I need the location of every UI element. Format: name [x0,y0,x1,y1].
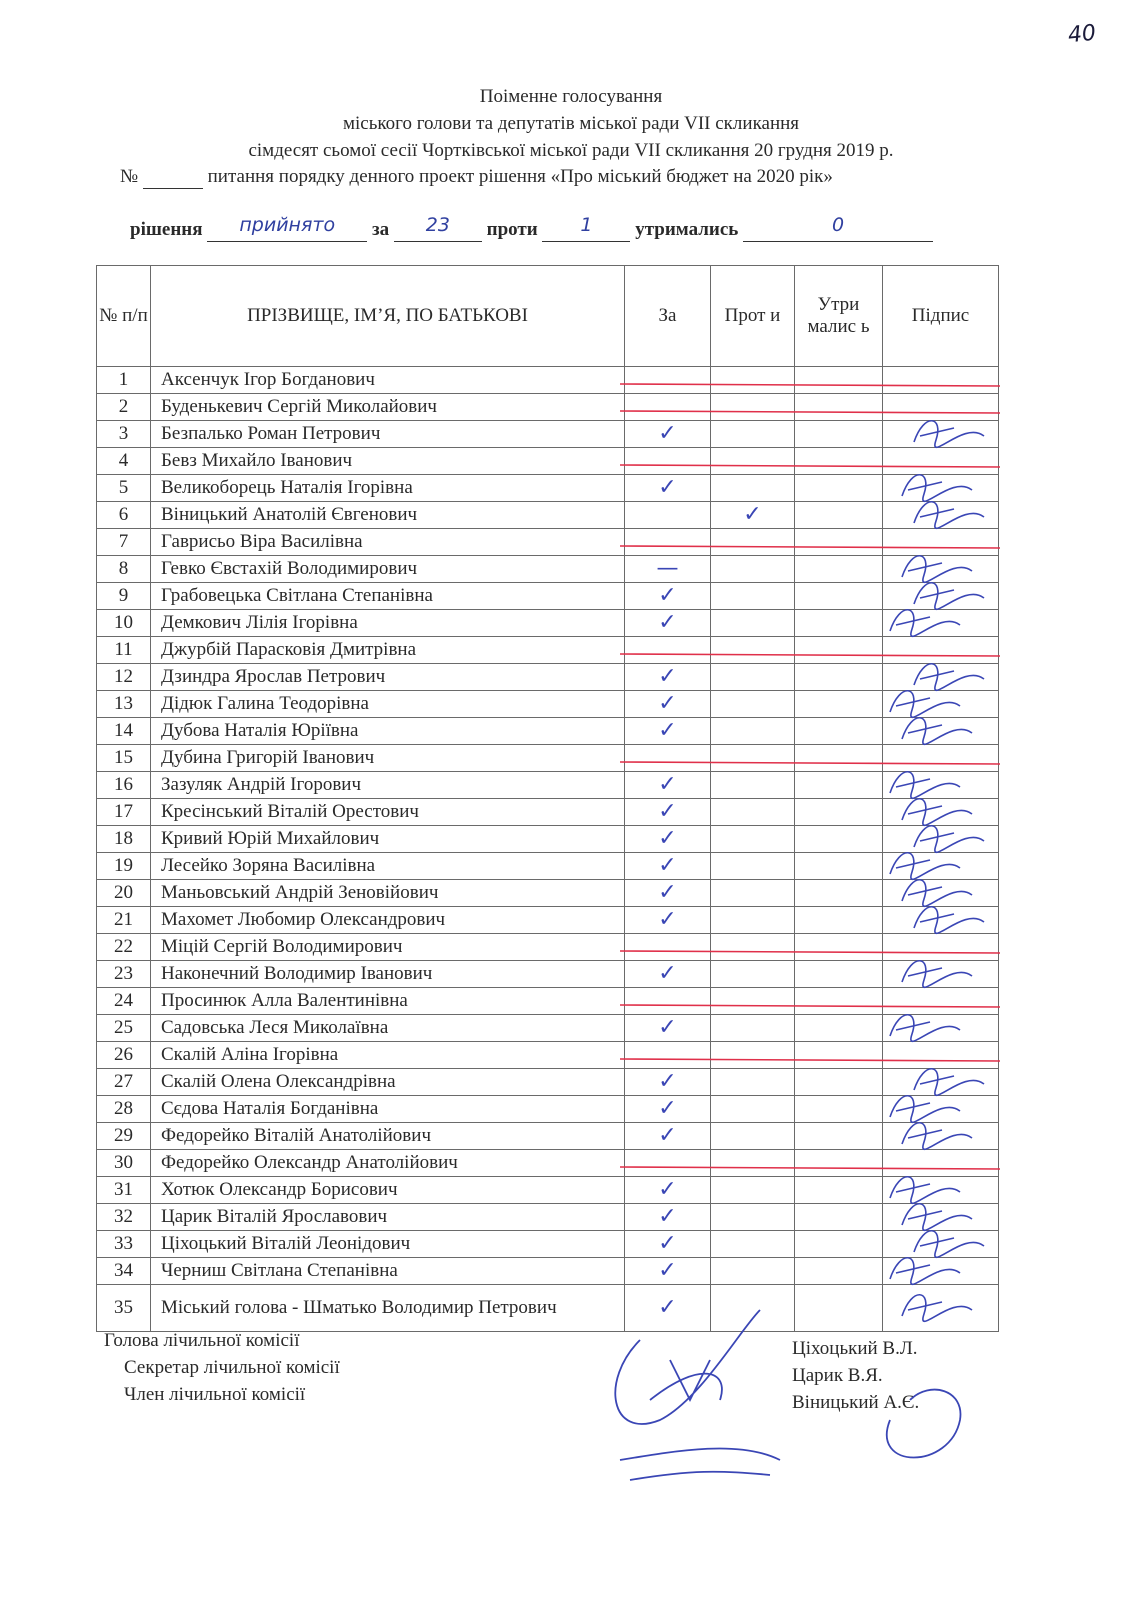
row-name: Зазуляк Андрій Ігорович [151,772,625,799]
signature-mark [902,799,972,826]
absent-strike-line [620,411,1000,413]
row-number: 29 [97,1123,151,1150]
row-number: 2 [97,394,151,421]
for-value: 23 [425,214,450,236]
row-name: Дідюк Галина Теодорівна [151,691,625,718]
doc-title: Поіменне голосування [479,86,663,107]
absent-strike-line [620,546,1000,548]
row-number: 6 [97,502,151,529]
row-number: 33 [97,1231,151,1258]
signature-mark [890,853,960,880]
row-name: Демкович Лілія Ігорівна [151,610,625,637]
signature-mark [902,718,972,745]
row-name: Міський голова - Шматько Володимир Петрович [151,1285,625,1332]
for-label: за [372,219,390,240]
row-name: Безпалько Роман Петрович [151,421,625,448]
commission-signature-2 [620,1448,780,1480]
signature-mark [902,1295,972,1322]
row-name: Хотюк Олександр Борисович [151,1177,625,1204]
header-against: Прот и [711,266,795,367]
row-for-mark: ✓ [625,475,711,502]
absent-strike-line [620,465,1000,467]
row-number: 28 [97,1096,151,1123]
secretary-name: Царик В.Я. [792,1365,883,1386]
row-name: Черниш Світлана Степанівна [151,1258,625,1285]
abstained-value: 0 [832,214,845,236]
signature-mark [914,907,984,934]
signature-mark [914,502,984,529]
absent-strike-line [620,1167,1000,1169]
row-name: Просинюк Алла Валентинівна [151,988,625,1015]
row-number: 15 [97,745,151,772]
header-name: ПРІЗВИЩЕ, ІМ’Я, ПО БАТЬКОВІ [151,266,625,367]
row-number: 22 [97,934,151,961]
row-number: 27 [97,1069,151,1096]
signature-mark [914,421,984,448]
decision-value: прийнято [239,214,336,236]
signature-mark [914,583,984,610]
absent-strike-line [620,1005,1000,1007]
signature-mark [902,1123,972,1150]
row-name: Кривий Юрій Михайлович [151,826,625,853]
row-for-mark: — [625,556,711,583]
row-number: 9 [97,583,151,610]
row-for-mark: ✓ [625,1177,711,1204]
row-number: 17 [97,799,151,826]
header-for: За [625,266,711,367]
row-name: Скалій Аліна Ігорівна [151,1042,625,1069]
against-value: 1 [580,214,593,236]
row-for-mark: ✓ [625,1015,711,1042]
row-name: Садовська Леся Миколаївна [151,1015,625,1042]
signature-mark [914,826,984,853]
row-for-mark: ✓ [625,772,711,799]
row-number: 20 [97,880,151,907]
row-number: 11 [97,637,151,664]
row-for-mark: ✓ [625,583,711,610]
row-for-mark: ✓ [625,853,711,880]
row-name: Сєдова Наталія Богданівна [151,1096,625,1123]
row-number: 26 [97,1042,151,1069]
row-name: Федорейко Олександр Анатолійович [151,1150,625,1177]
row-for-mark: ✓ [625,961,711,988]
absent-strike-line [620,654,1000,656]
secretary-label: Секретар лічильної комісії [124,1357,340,1378]
row-for-mark: ✓ [625,1285,711,1332]
row-name: Бевз Михайло Іванович [151,448,625,475]
agenda-number-label: № [120,166,139,187]
row-for-mark: ✓ [625,610,711,637]
member-label: Член лічильної комісії [124,1384,306,1405]
strike-lines [620,384,1000,1169]
row-number: 25 [97,1015,151,1042]
row-name: Великоборець Наталія Ігорівна [151,475,625,502]
row-number: 12 [97,664,151,691]
abstained-label: утримались [635,219,739,240]
session-line: сімдесят сьомої сесії Чортківської міської ради VII скликання 20 грудня 2019 р. [248,140,894,161]
signature-mark [902,556,972,583]
row-for-mark: ✓ [625,880,711,907]
chair-label: Голова лічильної комісії [104,1330,300,1351]
signature-mark [890,772,960,799]
row-name: Наконечний Володимир Іванович [151,961,625,988]
row-name: Лесейко Зоряна Василівна [151,853,625,880]
row-name: Царик Віталій Ярославович [151,1204,625,1231]
row-for-mark: ✓ [625,421,711,448]
row-name: Ціхоцький Віталій Леонідович [151,1231,625,1258]
row-for-mark: ✓ [625,1231,711,1258]
signature-mark [890,1177,960,1204]
row-for-mark: ✓ [625,718,711,745]
row-name: Джурбій Парасковія Дмитрівна [151,637,625,664]
signature-mark [902,475,972,502]
row-number: 30 [97,1150,151,1177]
row-number: 5 [97,475,151,502]
commission-signatures [615,1310,960,1480]
row-number: 34 [97,1258,151,1285]
row-name: Віницький Анатолій Євгенович [151,502,625,529]
row-number: 14 [97,718,151,745]
commission-signature-3 [887,1390,961,1458]
page-number: 40 [1066,20,1098,49]
header-number: № п/п [97,266,151,367]
row-number: 31 [97,1177,151,1204]
row-against-mark: ✓ [711,502,795,529]
row-number: 3 [97,421,151,448]
commission-signature-1 [615,1310,760,1424]
signature-mark [902,880,972,907]
signature-mark [902,1204,972,1231]
row-number: 24 [97,988,151,1015]
signature-mark [914,1231,984,1258]
row-for-mark: ✓ [625,799,711,826]
row-number: 8 [97,556,151,583]
signature-mark [890,1015,960,1042]
row-name: Міцій Сергій Володимирович [151,934,625,961]
row-for-mark: ✓ [625,1258,711,1285]
row-for-mark: ✓ [625,1069,711,1096]
signature-mark [890,691,960,718]
row-number: 32 [97,1204,151,1231]
member-name: Віницький А.Є. [792,1392,920,1413]
row-number: 21 [97,907,151,934]
row-for-mark: ✓ [625,664,711,691]
row-for-mark: ✓ [625,1096,711,1123]
row-name: Буденькевич Сергій Миколайович [151,394,625,421]
row-number: 35 [97,1285,151,1332]
row-name: Грабовецька Світлана Степанівна [151,583,625,610]
absent-strike-line [620,762,1000,764]
row-for-mark: ✓ [625,1204,711,1231]
row-name: Кресінський Віталій Орестович [151,799,625,826]
signature-mark [914,1069,984,1096]
signature-mark [902,961,972,988]
absent-strike-line [620,1059,1000,1061]
signature-mark [890,1096,960,1123]
signature-scribbles [890,421,984,1322]
row-number: 18 [97,826,151,853]
header-signature: Підпис [883,266,999,367]
row-name: Дубина Григорій Іванович [151,745,625,772]
row-number: 19 [97,853,151,880]
signature-mark [890,610,960,637]
row-name: Дубова Наталія Юріївна [151,718,625,745]
absent-strike-line [620,384,1000,386]
header-abstained: Утри малис ь [795,266,883,367]
row-name: Дзиндра Ярослав Петрович [151,664,625,691]
chair-name: Ціхоцький В.Л. [792,1338,918,1359]
row-for-mark: ✓ [625,826,711,853]
row-name: Маньовський Андрій Зеновійович [151,880,625,907]
row-number: 23 [97,961,151,988]
row-name: Аксенчук Ігор Богданович [151,367,625,394]
absent-strike-line [620,951,1000,953]
row-number: 13 [97,691,151,718]
against-label: проти [486,219,538,240]
row-for-mark: ✓ [625,907,711,934]
decision-label: рішення [130,219,203,240]
doc-subtitle: міського голови та депутатів міської ради VII скликання [342,113,800,134]
row-number: 7 [97,529,151,556]
signature-mark [914,664,984,691]
signature-mark [890,1258,960,1285]
row-number: 4 [97,448,151,475]
row-name: Гаврисьо Віра Василівна [151,529,625,556]
row-name: Махомет Любомир Олександрович [151,907,625,934]
row-for-mark: ✓ [625,1123,711,1150]
row-name: Федорейко Віталій Анатолійович [151,1123,625,1150]
row-number: 1 [97,367,151,394]
row-number: 16 [97,772,151,799]
row-name: Гевко Євстахій Володимирович [151,556,625,583]
row-number: 10 [97,610,151,637]
row-name: Скалій Олена Олександрівна [151,1069,625,1096]
row-for-mark: ✓ [625,691,711,718]
agenda-text: питання порядку денного проект рішення «Про міський бюджет на 2020 рік» [207,166,833,187]
